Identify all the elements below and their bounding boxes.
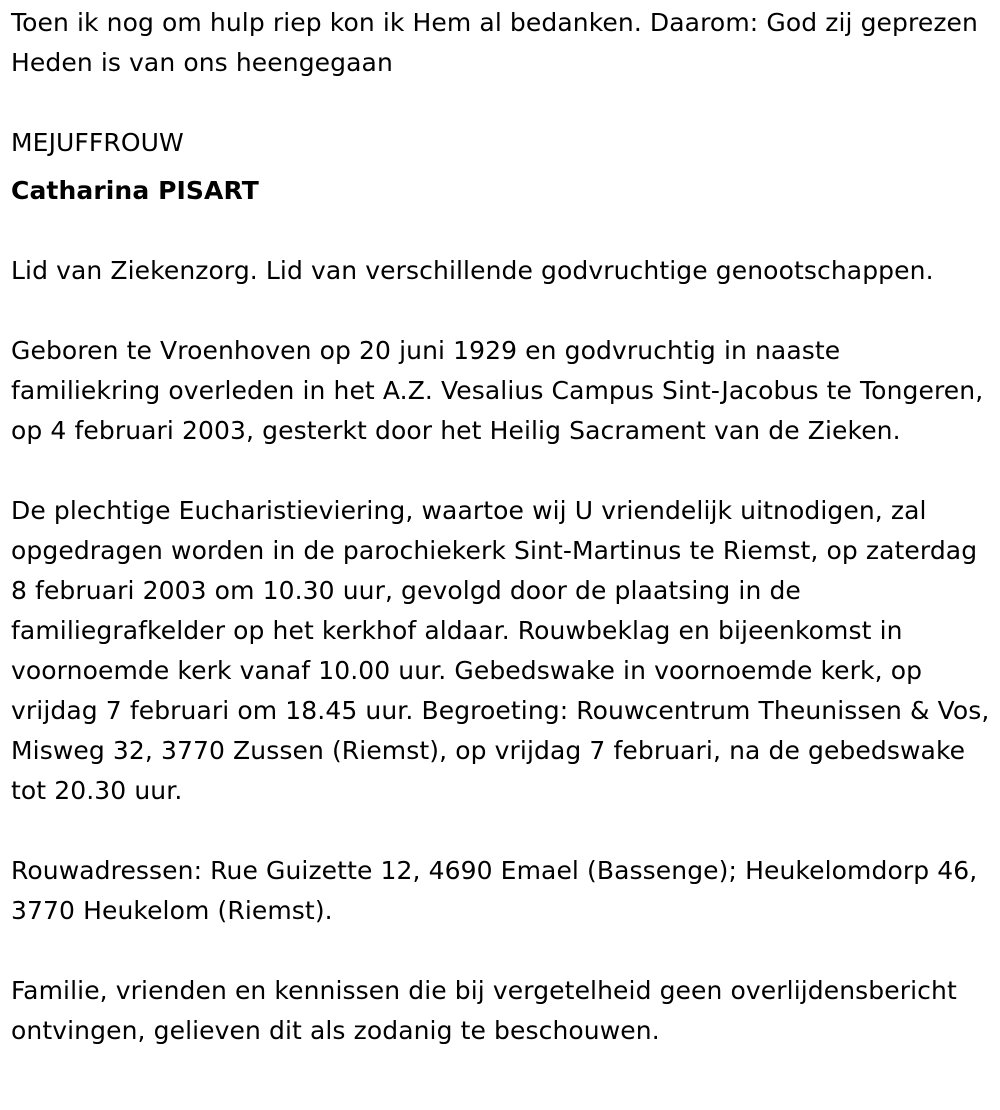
closing-note-paragraph: Familie, vrienden en kennissen die bij vergetelheid geen overlijdensbericht ontvingen, gelieven dit als zodanig te beschouwen. [11,976,957,1045]
opening-quote: Toen ik nog om hulp riep kon ik Hem al bedanken. Daarom: God zij geprezen Heden is van ons heengegaan [11,8,978,77]
mourning-addresses-paragraph: Rouwadressen: Rue Guizette 12, 4690 Emael (Bassenge); Heukelomdorp 46, 3770 Heukelom (Riemst). [11,856,978,925]
birth-death-paragraph: Geboren te Vroenhoven op 20 juni 1929 en godvruchtig in naaste familiekring overleden in het A.Z. Vesalius Campus Sint-Jacobus te Tongeren, op 4 februari 2003, gesterkt door het Heilig Sacrament van de Zieken. [11,336,984,445]
ceremony-paragraph: De plechtige Eucharistieviering, waartoe wij U vriendelijk uitnodigen, zal opgedragen worden in de parochiekerk Sint-Martinus te Riemst, op zaterdag 8 februari 2003 om 10.30 uur, gevolgd door de plaatsing in de familiegrafkelder op het kerkhof aldaar. Rouwbeklag en bijeenkomst in voornoemde kerk vanaf 10.00 uur. Gebedswake in voornoemde kerk, op vrijdag 7 februari om 18.45 uur. Begroeting: Rouwcentrum Theunissen & Vos, Misweg 32, 3770 Zussen (Riemst), op vrijdag 7 februari, na de gebedswake tot 20.30 uur. [11,496,990,805]
memberships-paragraph: Lid van Ziekenzorg. Lid van verschillende godvruchtige genootschappen. [11,256,934,285]
title-label: MEJUFFROUW [11,128,184,157]
deceased-name: Catharina PISART [11,176,259,205]
